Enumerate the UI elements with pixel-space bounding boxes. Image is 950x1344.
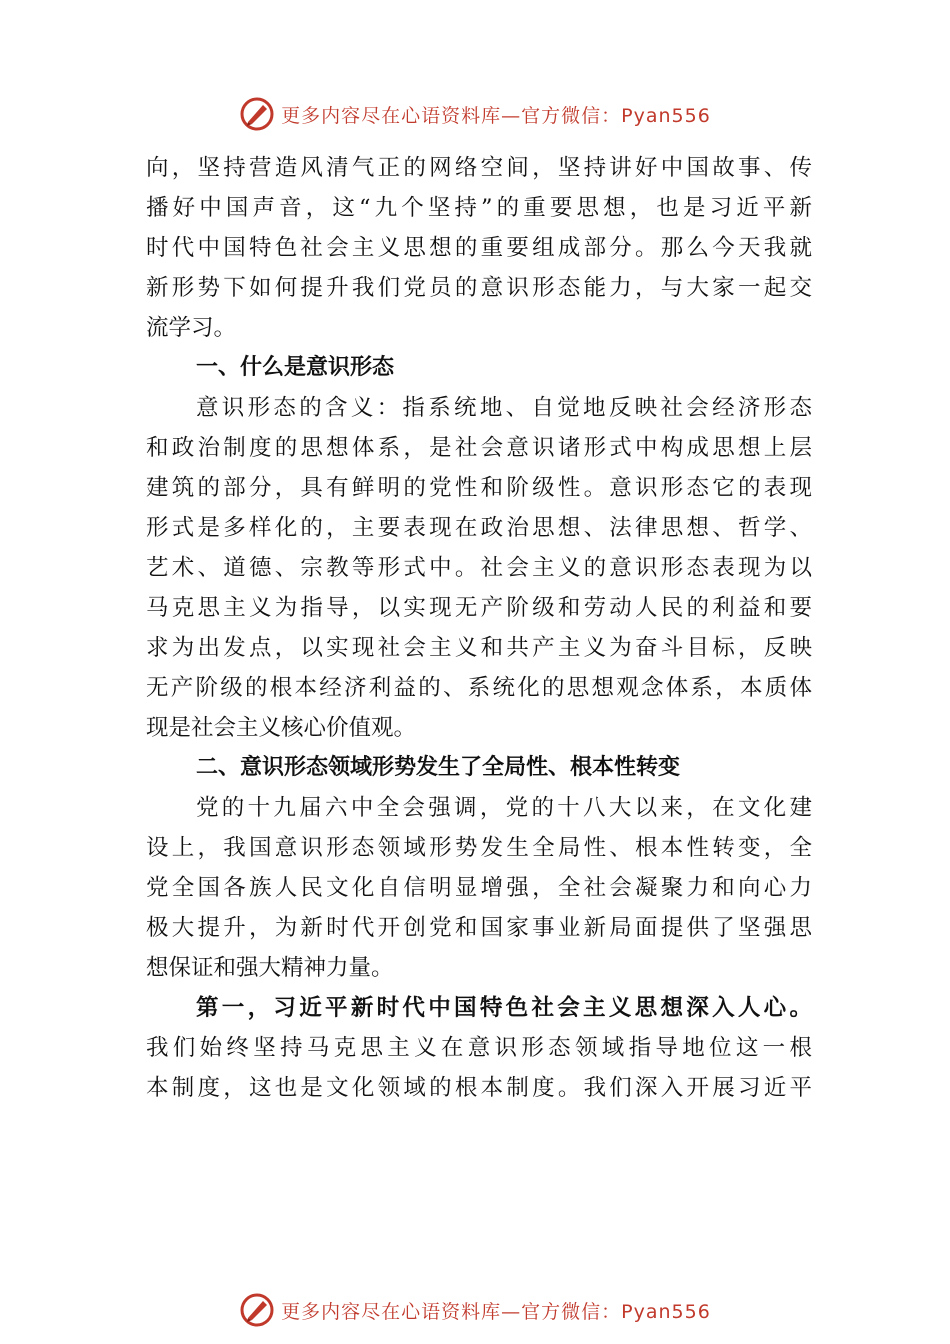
text-line: 我们始终坚持马克思主义在意识形态领域指导地位这一根 (146, 1035, 812, 1061)
text-line: 极大提升，为新时代开创党和国家事业新局面提供了坚强思 (146, 915, 812, 941)
text-line: 建筑的部分，具有鲜明的党性和阶级性。意识形态它的表现 (146, 475, 812, 501)
text-line: 艺术、道德、宗教等形式中。社会主义的意识形态表现为以 (146, 555, 812, 581)
text-line: 播好中国声音，这“九个坚持”的重要思想，也是习近平新 (146, 195, 812, 221)
text-line: 无产阶级的根本经济利益的、系统化的思想观念体系，本质体 (146, 675, 812, 701)
text-line: 和政治制度的思想体系，是社会意识诸形式中构成思想上层 (146, 435, 812, 461)
section-heading-1: 一、什么是意识形态 (196, 355, 395, 380)
text-line: 向，坚持营造风清气正的网络空间，坚持讲好中国故事、传 (146, 155, 812, 181)
text-line: 新形势下如何提升我们党员的意识形态能力，与大家一起交 (146, 275, 812, 301)
watermark-banner-top (0, 92, 950, 136)
section-heading-2: 二、意识形态领域形势发生了全局性、根本性转变 (196, 755, 681, 780)
text-line: 想保证和强大精神力量。 (146, 955, 394, 981)
text-line: 意识形态的含义：指系统地、自觉地反映社会经济形态 (196, 395, 812, 421)
pen-logo-icon (239, 96, 275, 132)
text-line: 本制度，这也是文化领域的根本制度。我们深入开展习近平 (146, 1075, 812, 1101)
text-line: 流学习。 (146, 315, 237, 341)
text-line: 时代中国特色社会主义思想的重要组成部分。那么今天我就 (146, 235, 812, 261)
wechat-id: Pyan556 (621, 104, 711, 127)
watermark-text: 更多内容尽在心语资料库—官方微信： (281, 1300, 622, 1323)
watermark-banner-bottom (0, 1288, 950, 1332)
watermark-text: 更多内容尽在心语资料库—官方微信： (281, 104, 622, 127)
text-line: 求为出发点，以实现社会主义和共产主义为奋斗目标，反映 (146, 635, 812, 661)
text-line: 形式是多样化的，主要表现在政治思想、法律思想、哲学、 (146, 515, 812, 541)
text-line: 党的十九届六中全会强调，党的十八大以来，在文化建 (196, 795, 812, 821)
wechat-id: Pyan556 (621, 1300, 711, 1323)
text-line: 设上，我国意识形态领域形势发生全局性、根本性转变，全 (146, 835, 812, 861)
text-line: 现是社会主义核心价值观。 (146, 715, 417, 741)
text-line: 马克思主义为指导，以实现无产阶级和劳动人民的利益和要 (146, 595, 812, 621)
document-body (146, 148, 812, 1108)
text-line: 党全国各族人民文化自信明显增强，全社会凝聚力和向心力 (146, 875, 812, 901)
subheading-point-1: 第一，习近平新时代中国特色社会主义思想深入人心。 (196, 995, 812, 1021)
pen-logo-icon (239, 1292, 275, 1328)
